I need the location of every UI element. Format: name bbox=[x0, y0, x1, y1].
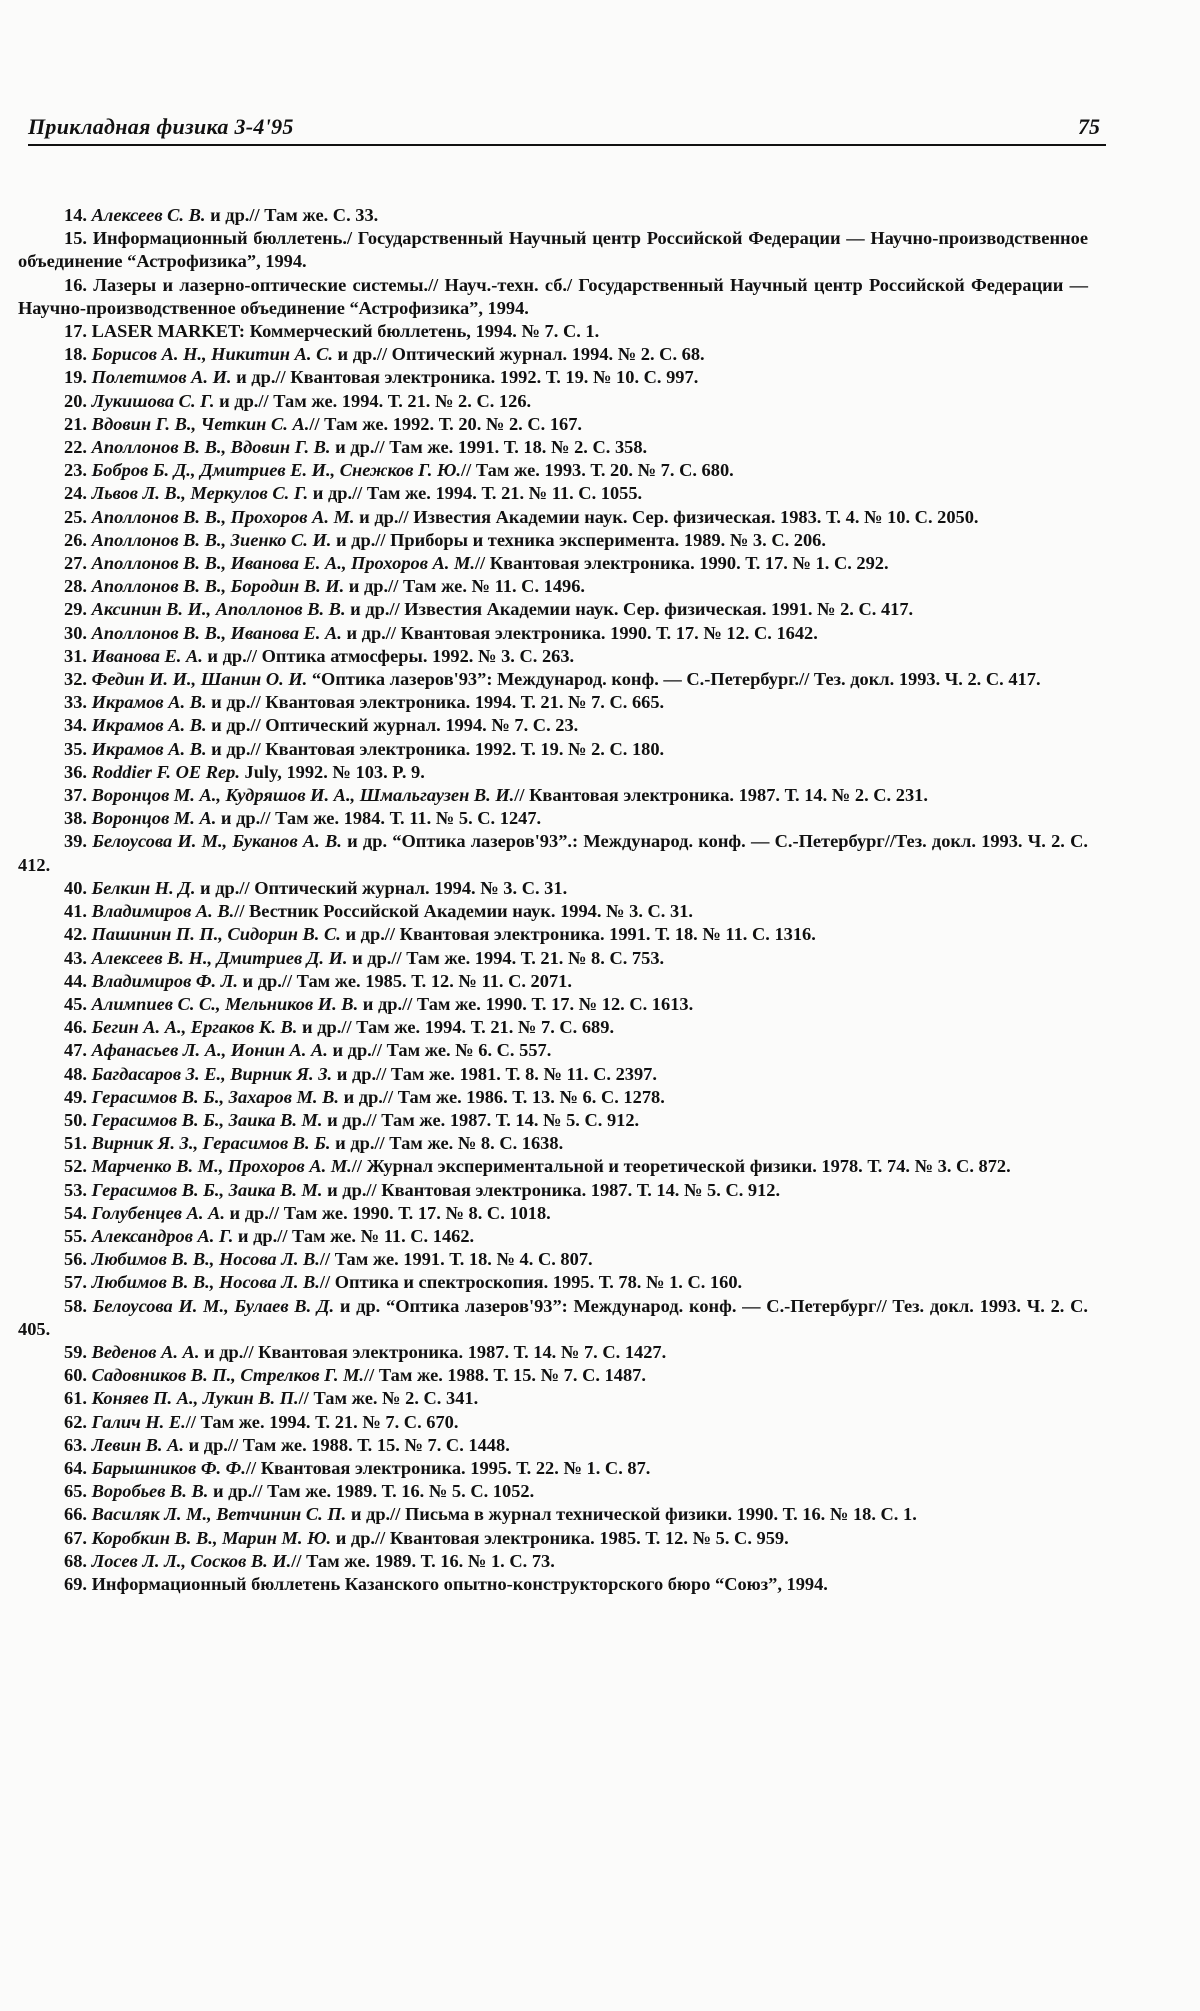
reference-number: 51. bbox=[64, 1133, 87, 1154]
reference-item bbox=[18, 691, 1088, 714]
reference-authors: Белоусова И. М., Буканов А. В. bbox=[92, 831, 342, 852]
reference-number: 50. bbox=[64, 1109, 87, 1130]
reference-item bbox=[18, 807, 1088, 830]
reference-text: July, 1992. № 103. P. 9. bbox=[239, 761, 425, 782]
reference-number: 58. bbox=[64, 1295, 87, 1316]
reference-text: // Оптика и спектроскопия. 1995. Т. 78. № 1. С. 160. bbox=[319, 1272, 743, 1293]
reference-number: 67. bbox=[64, 1527, 87, 1548]
reference-authors: Аполлонов В. В., Бородин В. И. bbox=[91, 576, 345, 597]
reference-authors: Бегин А. А., Ергаков К. В. bbox=[91, 1017, 298, 1038]
reference-text: и др.// Приборы и техника эксперимента. 1989. № 3. С. 206. bbox=[331, 529, 826, 550]
reference-text: и др.// Там же. 1988. Т. 15. № 7. С. 1448. bbox=[183, 1434, 510, 1455]
reference-text: и др.// Там же. 1981. Т. 8. № 11. С. 2397. bbox=[332, 1063, 657, 1084]
reference-item bbox=[18, 529, 1088, 552]
reference-number: 40. bbox=[64, 877, 87, 898]
reference-item bbox=[18, 970, 1088, 993]
reference-text: // Там же. 1992. Т. 20. № 2. С. 167. bbox=[309, 413, 583, 434]
reference-authors: Аполлонов В. В., Иванова Е. А., Прохоров А. М. bbox=[91, 553, 475, 574]
reference-number: 38. bbox=[64, 808, 87, 829]
reference-item bbox=[18, 1411, 1088, 1434]
reference-number: 53. bbox=[64, 1179, 87, 1200]
reference-item bbox=[18, 1063, 1088, 1086]
reference-text: // Квантовая электроника. 1990. Т. 17. № 1. С. 292. bbox=[474, 553, 889, 574]
reference-number: 25. bbox=[64, 506, 87, 527]
reference-authors: Любимов В. В., Носова Л. В. bbox=[91, 1249, 320, 1270]
reference-number: 62. bbox=[64, 1411, 87, 1432]
reference-text: // Там же. 1991. Т. 18. № 4. С. 807. bbox=[319, 1249, 593, 1270]
reference-text: и др.// Там же. 1984. Т. 11. № 5. С. 1247. bbox=[216, 808, 542, 829]
reference-number: 57. bbox=[64, 1272, 87, 1293]
reference-number: 15. bbox=[64, 228, 87, 249]
reference-authors: Афанасьев Л. А., Ионин А. А. bbox=[91, 1040, 328, 1061]
reference-number: 17. bbox=[64, 321, 87, 342]
reference-number: 66. bbox=[64, 1504, 87, 1525]
reference-text: // Там же. 1993. Т. 20. № 7. С. 680. bbox=[461, 460, 734, 481]
reference-authors: Федин И. И., Шанин О. И. bbox=[91, 669, 308, 690]
reference-item bbox=[18, 1039, 1088, 1062]
reference-number: 35. bbox=[64, 738, 87, 759]
reference-number: 63. bbox=[64, 1434, 87, 1455]
reference-number: 52. bbox=[64, 1156, 87, 1177]
reference-number: 59. bbox=[64, 1341, 87, 1362]
reference-authors: Вдовин Г. В., Четкин С. А. bbox=[91, 413, 310, 434]
reference-authors: Икрамов А. В. bbox=[91, 715, 207, 736]
reference-authors: Белкин Н. Д. bbox=[91, 877, 196, 898]
reference-item bbox=[18, 1295, 1088, 1341]
reference-authors: Воронцов М. А. bbox=[91, 808, 217, 829]
reference-text: Информационный бюллетень Казанского опытно-конструкторского бюро “Союз”, 1994. bbox=[91, 1573, 828, 1594]
reference-text: и др.// Квантовая электроника. 1992. Т. 19. № 10. С. 997. bbox=[231, 367, 699, 388]
reference-number: 16. bbox=[64, 274, 87, 295]
reference-number: 64. bbox=[64, 1457, 87, 1478]
reference-number: 24. bbox=[64, 483, 87, 504]
reference-authors: Галич Н. Е. bbox=[91, 1411, 186, 1432]
reference-item bbox=[18, 1271, 1088, 1294]
reference-authors: Аксинин В. И., Аполлонов В. В. bbox=[91, 599, 346, 620]
reference-text: и др.// Известия Академии наук. Сер. физическая. 1983. Т. 4. № 10. С. 2050. bbox=[354, 506, 979, 527]
reference-item bbox=[18, 947, 1088, 970]
reference-number: 21. bbox=[64, 413, 87, 434]
reference-item bbox=[18, 1457, 1088, 1480]
reference-item bbox=[18, 993, 1088, 1016]
reference-text: Информационный бюллетень./ Государственный Научный центр Российской Федерации — Научно-производственное объединение “Астрофизика”, 1994. bbox=[18, 228, 1088, 272]
reference-number: 41. bbox=[64, 901, 87, 922]
reference-item bbox=[18, 598, 1088, 621]
reference-text: и др.// Квантовая электроника. 1990. Т. 17. № 12. С. 1642. bbox=[341, 622, 818, 643]
reference-text: и др.// Там же. 1991. Т. 18. № 2. С. 358. bbox=[330, 437, 648, 458]
reference-text: // Там же. 1988. Т. 15. № 7. С. 1487. bbox=[364, 1365, 646, 1386]
reference-text: и др.// Там же. С. 33. bbox=[205, 205, 379, 225]
reference-item bbox=[18, 1109, 1088, 1132]
reference-item bbox=[18, 1527, 1088, 1550]
reference-authors: Герасимов В. Б., Заика В. М. bbox=[91, 1179, 323, 1200]
reference-text: и др.// Там же. № 6. С. 557. bbox=[327, 1040, 552, 1061]
reference-number: 46. bbox=[64, 1017, 87, 1038]
reference-number: 44. bbox=[64, 970, 87, 991]
reference-number: 30. bbox=[64, 622, 87, 643]
reference-number: 29. bbox=[64, 599, 87, 620]
reference-authors: Вирник Я. З., Герасимов В. Б. bbox=[91, 1133, 331, 1154]
reference-number: 34. bbox=[64, 715, 87, 736]
reference-authors: Марченко В. М., Прохоров А. М. bbox=[91, 1156, 352, 1177]
reference-number: 54. bbox=[64, 1202, 87, 1223]
reference-text: LASER MARKET: Коммерческий бюллетень, 1994. № 7. С. 1. bbox=[91, 321, 600, 342]
page-number: 75 bbox=[1078, 114, 1100, 139]
reference-text: и др.// Оптика атмосферы. 1992. № 3. С. 263. bbox=[202, 645, 575, 666]
reference-number: 33. bbox=[64, 692, 87, 713]
reference-authors: Пашинин П. П., Сидорин В. С. bbox=[91, 924, 341, 945]
reference-item bbox=[18, 1016, 1088, 1039]
reference-text: и др.// Оптический журнал. 1994. № 3. С. 31. bbox=[195, 877, 568, 898]
reference-item bbox=[18, 1387, 1088, 1410]
reference-authors: Коняев П. А., Лукин В. П. bbox=[91, 1388, 299, 1409]
reference-number: 27. bbox=[64, 553, 87, 574]
reference-item bbox=[18, 1179, 1088, 1202]
reference-text: и др.// Квантовая электроника. 1987. Т. 14. № 5. С. 912. bbox=[322, 1179, 781, 1200]
reference-text: и др.// Там же. 1985. Т. 12. № 11. С. 2071. bbox=[237, 970, 572, 991]
reference-number: 48. bbox=[64, 1063, 87, 1084]
reference-authors: Герасимов В. Б., Захаров М. В. bbox=[91, 1086, 339, 1107]
reference-number: 69. bbox=[64, 1573, 87, 1594]
reference-item bbox=[18, 575, 1088, 598]
reference-item bbox=[18, 1248, 1088, 1271]
reference-item bbox=[18, 366, 1088, 389]
reference-item bbox=[18, 1155, 1088, 1178]
reference-item bbox=[18, 506, 1088, 529]
reference-authors: Бобров Б. Д., Дмитриев Е. И., Снежков Г. Ю. bbox=[91, 460, 462, 481]
reference-authors: Roddier F. OE Rep. bbox=[91, 761, 240, 782]
reference-number: 65. bbox=[64, 1481, 87, 1502]
reference-text: и др. “Оптика лазеров'93”: Международ. конф. — С.-Петербург// Тез. докл. 1993. Ч. 2. С. 405. bbox=[18, 1295, 1088, 1339]
reference-number: 60. bbox=[64, 1365, 87, 1386]
reference-number: 36. bbox=[64, 761, 87, 782]
reference-number: 61. bbox=[64, 1388, 87, 1409]
reference-text: и др.// Там же. 1990. Т. 17. № 8. С. 1018. bbox=[224, 1202, 551, 1223]
reference-number: 37. bbox=[64, 785, 87, 806]
reference-authors: Веденов А. А. bbox=[91, 1341, 200, 1362]
reference-number: 18. bbox=[64, 344, 87, 365]
reference-number: 32. bbox=[64, 669, 87, 690]
reference-text: // Там же. № 2. С. 341. bbox=[298, 1388, 479, 1409]
reference-text: и др.// Там же. 1994. Т. 21. № 7. С. 689. bbox=[297, 1017, 615, 1038]
reference-text: и др.// Там же. № 8. С. 1638. bbox=[330, 1133, 564, 1154]
reference-item bbox=[18, 482, 1088, 505]
reference-authors: Алексеев С. В. bbox=[91, 205, 206, 225]
reference-number: 19. bbox=[64, 367, 87, 388]
reference-item bbox=[18, 923, 1088, 946]
reference-number: 22. bbox=[64, 437, 87, 458]
reference-number: 45. bbox=[64, 993, 87, 1014]
reference-text: Лазеры и лазерно-оптические системы.// Науч.-техн. сб./ Государственный Научный центр Российской Федерации — Научно-производственное объединение “Астрофизика”, 1994. bbox=[18, 274, 1088, 318]
reference-item bbox=[18, 436, 1088, 459]
reference-item bbox=[18, 784, 1088, 807]
reference-authors: Лосев Л. Л., Сосков В. И. bbox=[91, 1550, 292, 1571]
reference-list bbox=[18, 204, 1088, 1596]
reference-number: 55. bbox=[64, 1225, 87, 1246]
reference-authors: Александров А. Г. bbox=[91, 1225, 234, 1246]
running-header bbox=[28, 112, 1106, 146]
reference-item bbox=[18, 413, 1088, 436]
reference-authors: Барышников Ф. Ф. bbox=[91, 1457, 246, 1478]
reference-text: // Вестник Российской Академии наук. 1994. № 3. С. 31. bbox=[234, 901, 693, 922]
reference-text: и др.// Там же. 1990. Т. 17. № 12. С. 1613. bbox=[358, 993, 694, 1014]
reference-item bbox=[18, 552, 1088, 575]
reference-authors: Коробкин В. В., Марин М. Ю. bbox=[91, 1527, 332, 1548]
reference-text: и др.// Письма в журнал технической физики. 1990. Т. 16. № 18. С. 1. bbox=[346, 1504, 917, 1525]
reference-number: 56. bbox=[64, 1249, 87, 1270]
reference-text: и др.// Там же. 1987. Т. 14. № 5. С. 912. bbox=[322, 1109, 640, 1130]
reference-text: и др.// Квантовая электроника. 1994. Т. 21. № 7. С. 665. bbox=[206, 692, 665, 713]
reference-text: и др.// Известия Академии наук. Сер. физическая. 1991. № 2. С. 417. bbox=[345, 599, 914, 620]
reference-item bbox=[18, 1086, 1088, 1109]
reference-item bbox=[18, 459, 1088, 482]
reference-item bbox=[18, 761, 1088, 784]
reference-text: и др.// Квантовая электроника. 1991. Т. 18. № 11. С. 1316. bbox=[340, 924, 816, 945]
reference-item bbox=[18, 622, 1088, 645]
reference-item bbox=[18, 204, 1088, 227]
reference-item bbox=[18, 714, 1088, 737]
reference-item bbox=[18, 830, 1088, 876]
reference-number: 68. bbox=[64, 1550, 87, 1571]
reference-number: 43. bbox=[64, 947, 87, 968]
reference-text: и др.// Там же. № 11. С. 1496. bbox=[344, 576, 586, 597]
reference-authors: Владимиров А. В. bbox=[91, 901, 235, 922]
reference-authors: Владимиров Ф. Л. bbox=[91, 970, 238, 991]
reference-text: // Квантовая электроника. 1987. Т. 14. № 2. С. 231. bbox=[514, 785, 928, 806]
reference-text: и др.// Квантовая электроника. 1985. Т. 12. № 5. С. 959. bbox=[331, 1527, 789, 1548]
journal-title: Прикладная физика 3-4'95 bbox=[28, 114, 294, 139]
reference-authors: Голубенцев А. А. bbox=[91, 1202, 225, 1223]
reference-item bbox=[18, 320, 1088, 343]
reference-number: 14. bbox=[64, 205, 87, 225]
reference-number: 49. bbox=[64, 1086, 87, 1107]
reference-item bbox=[18, 1132, 1088, 1155]
reference-text: “Оптика лазеров'93”: Международ. конф. — С.-Петербург.// Тез. докл. 1993. Ч. 2. С. 417. bbox=[307, 669, 1041, 690]
reference-item bbox=[18, 877, 1088, 900]
reference-number: 20. bbox=[64, 390, 87, 411]
reference-text: и др.// Там же. 1994. Т. 21. № 11. С. 1055. bbox=[308, 483, 643, 504]
reference-text: и др.// Оптический журнал. 1994. № 7. С. 23. bbox=[206, 715, 579, 736]
reference-number: 42. bbox=[64, 924, 87, 945]
reference-text: и др.// Квантовая электроника. 1987. Т. 14. № 7. С. 1427. bbox=[199, 1341, 667, 1362]
reference-authors: Аполлонов В. В., Зиенко С. И. bbox=[91, 529, 332, 550]
reference-text: и др.// Там же. № 11. С. 1462. bbox=[233, 1225, 475, 1246]
reference-item bbox=[18, 668, 1088, 691]
reference-item bbox=[18, 390, 1088, 413]
reference-authors: Икрамов А. В. bbox=[91, 692, 207, 713]
reference-authors: Белоусова И. М., Булаев В. Д. bbox=[92, 1295, 335, 1316]
reference-authors: Лукишова С. Г. bbox=[91, 390, 215, 411]
reference-item bbox=[18, 1550, 1088, 1573]
reference-authors: Иванова Е. А. bbox=[91, 645, 203, 666]
reference-authors: Левин В. А. bbox=[91, 1434, 184, 1455]
reference-text: и др.// Квантовая электроника. 1992. Т. 19. № 2. С. 180. bbox=[206, 738, 665, 759]
reference-authors: Икрамов А. В. bbox=[91, 738, 207, 759]
reference-item bbox=[18, 900, 1088, 923]
reference-authors: Борисов А. Н., Никитин А. С. bbox=[91, 344, 333, 365]
reference-number: 23. bbox=[64, 460, 87, 481]
reference-authors: Воробьев В. В. bbox=[91, 1481, 209, 1502]
reference-number: 28. bbox=[64, 576, 87, 597]
reference-authors: Василяк Л. М., Ветчинин С. П. bbox=[91, 1504, 347, 1525]
reference-text: // Журнал экспериментальной и теоретической физики. 1978. Т. 74. № 3. С. 872. bbox=[351, 1156, 1011, 1177]
reference-authors: Львов Л. В., Меркулов С. Г. bbox=[91, 483, 309, 504]
reference-authors: Алимпиев С. С., Мельников И. В. bbox=[91, 993, 359, 1014]
reference-number: 31. bbox=[64, 645, 87, 666]
reference-text: и др.// Там же. 1986. Т. 13. № 6. С. 1278. bbox=[338, 1086, 665, 1107]
reference-item bbox=[18, 1341, 1088, 1364]
reference-text: и др.// Там же. 1994. Т. 21. № 8. С. 753. bbox=[347, 947, 665, 968]
reference-authors: Аполлонов В. В., Прохоров А. М. bbox=[91, 506, 355, 527]
reference-text: и др. “Оптика лазеров'93”.: Международ. конф. — С.-Петербург//Тез. докл. 1993. Ч. 2. С. 412. bbox=[18, 831, 1088, 875]
reference-item bbox=[18, 343, 1088, 366]
reference-authors: Садовников В. П., Стрелков Г. М. bbox=[91, 1365, 365, 1386]
reference-number: 26. bbox=[64, 529, 87, 550]
reference-authors: Любимов В. В., Носова Л. В. bbox=[91, 1272, 320, 1293]
reference-text: // Там же. 1989. Т. 16. № 1. С. 73. bbox=[291, 1550, 555, 1571]
reference-item bbox=[18, 274, 1088, 320]
reference-item bbox=[18, 1434, 1088, 1457]
reference-text: // Там же. 1994. Т. 21. № 7. С. 670. bbox=[185, 1411, 459, 1432]
reference-authors: Воронцов М. А., Кудряшов И. А., Шмальгаузен В. И. bbox=[91, 785, 515, 806]
reference-authors: Аполлонов В. В., Иванова Е. А. bbox=[91, 622, 342, 643]
reference-item bbox=[18, 227, 1088, 273]
reference-item bbox=[18, 738, 1088, 761]
reference-item bbox=[18, 1225, 1088, 1248]
reference-text: и др.// Оптический журнал. 1994. № 2. С. 68. bbox=[332, 344, 705, 365]
reference-item bbox=[18, 1364, 1088, 1387]
reference-authors: Полетимов А. И. bbox=[91, 367, 232, 388]
reference-item bbox=[18, 1573, 1088, 1596]
reference-item bbox=[18, 1503, 1088, 1526]
reference-item bbox=[18, 1480, 1088, 1503]
reference-authors: Багдасаров З. Е., Вирник Я. З. bbox=[91, 1063, 333, 1084]
reference-authors: Герасимов В. Б., Заика В. М. bbox=[91, 1109, 323, 1130]
reference-text: и др.// Там же. 1989. Т. 16. № 5. С. 1052. bbox=[208, 1481, 535, 1502]
reference-text: и др.// Там же. 1994. Т. 21. № 2. С. 126. bbox=[214, 390, 532, 411]
reference-authors: Аполлонов В. В., Вдовин Г. В. bbox=[91, 437, 331, 458]
reference-authors: Алексеев В. Н., Дмитриев Д. И. bbox=[91, 947, 348, 968]
reference-text: // Квантовая электроника. 1995. Т. 22. № 1. С. 87. bbox=[245, 1457, 651, 1478]
reference-item bbox=[18, 645, 1088, 668]
reference-number: 39. bbox=[64, 831, 87, 852]
reference-item bbox=[18, 1202, 1088, 1225]
reference-number: 47. bbox=[64, 1040, 87, 1061]
